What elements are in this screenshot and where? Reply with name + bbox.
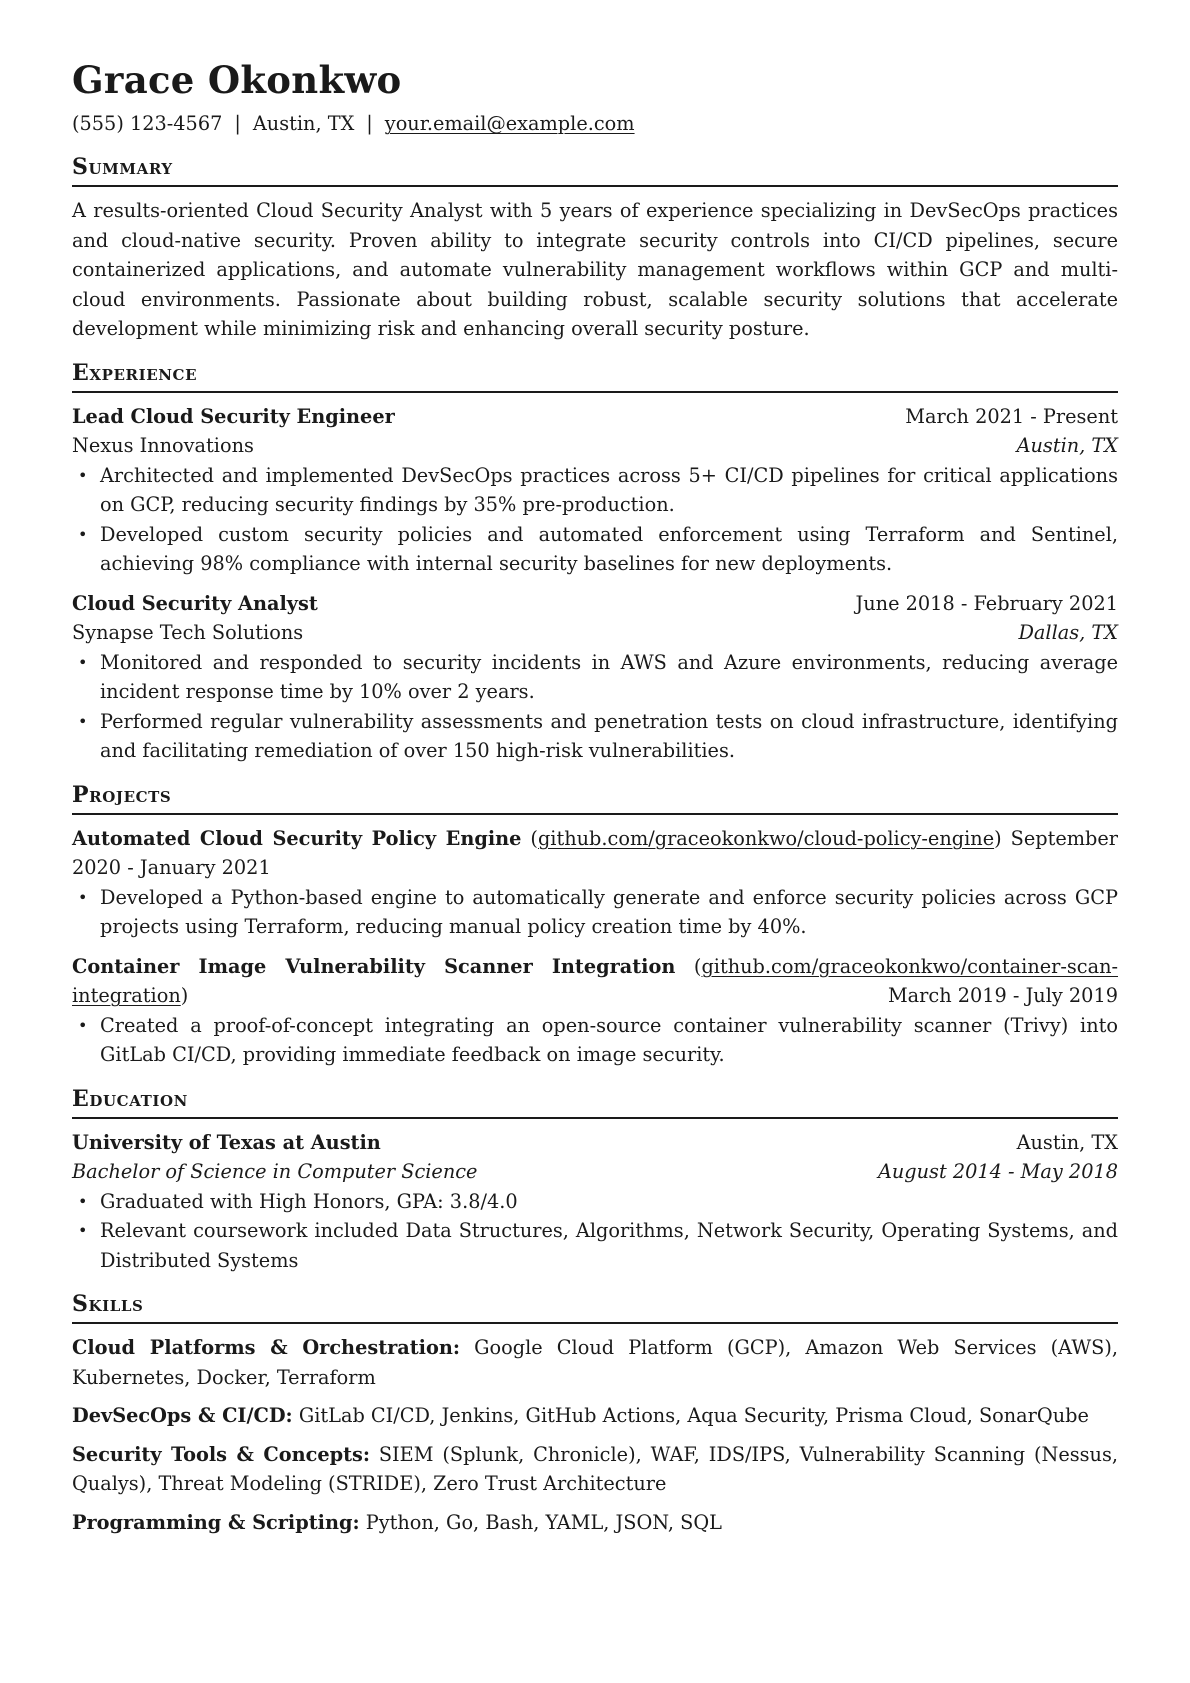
section-title-summary: Summary bbox=[72, 152, 1118, 187]
candidate-name: Grace Okonkwo bbox=[72, 58, 402, 102]
phone-number: (555) 123-4567 bbox=[72, 112, 223, 135]
list-item: • Architected and implemented DevSecOps practices across 5+ CI/CD pipelines for critical applications on GCP, reducing security findings by 35% pre-production. bbox=[100, 461, 1118, 520]
list-item: • Developed custom security policies and automated enforcement using Terraform and Sentinel, achieving 98% compliance with internal security baselines for new deployments. bbox=[100, 520, 1118, 579]
experience-entry bbox=[72, 589, 1118, 766]
project-bullets bbox=[72, 883, 1118, 942]
project-name: Container Image Vulnerability Scanner Integration bbox=[72, 954, 676, 978]
skill-value: Google Cloud Platform (GCP), Amazon Web Services (AWS), Kubernetes, Docker, Terraform bbox=[72, 1336, 1118, 1389]
skill-label: DevSecOps & CI/CD: bbox=[72, 1404, 293, 1427]
job-location: Austin, TX bbox=[1016, 434, 1118, 457]
project-entry bbox=[72, 824, 1118, 942]
contact-line bbox=[72, 110, 1118, 138]
section-title-projects: Projects bbox=[72, 780, 1118, 815]
job-title: Lead Cloud Security Engineer bbox=[72, 404, 395, 428]
list-item: • Relevant coursework included Data Structures, Algorithms, Network Security, Operating Systems, and Distributed Systems bbox=[100, 1216, 1118, 1275]
project-name: Automated Cloud Security Policy Engine bbox=[72, 826, 522, 850]
skill-value: Python, Go, Bash, YAML, JSON, SQL bbox=[365, 1510, 722, 1534]
summary-text: A results-oriented Cloud Security Analyst with 5 years of experience specializing in DevSecOps practices and cloud-native security. Proven ability to integrate security controls into CI/CD pipelines, secure containerized applications, and automate vulnerability management workflows within GCP and multi-cloud environments. Passionate about building robust, scalable security solutions that accelerate development while minimizing risk and enhancing overall security posture. bbox=[72, 199, 1118, 340]
skill-label: Cloud Platforms & Orchestration: bbox=[72, 1336, 460, 1359]
project-header: Container Image Vulnerability Scanner Integration (github.com/graceokonkwo/container-scan-integration) March 2019 - July 2019 bbox=[72, 952, 1118, 1011]
separator: | bbox=[366, 112, 373, 135]
education-entry bbox=[72, 1128, 1118, 1276]
list-item: • Developed a Python-based engine to automatically generate and enforce security policies across GCP projects using Terraform, reducing manual policy creation time by 40%. bbox=[100, 883, 1118, 942]
project-entry bbox=[72, 952, 1118, 1070]
skill-row bbox=[72, 1440, 1118, 1499]
project-header: Automated Cloud Security Policy Engine (github.com/graceokonkwo/cloud-policy-engine) September 2020 - January 2021 bbox=[72, 826, 1119, 879]
skill-row bbox=[72, 1401, 1118, 1431]
skill-value: SIEM (Splunk, Chronicle), WAF, IDS/IPS, Vulnerability Scanning (Nessus, Qualys), Threat Modeling (STRIDE), Zero Trust Architecture bbox=[72, 1442, 1118, 1495]
project-bullets bbox=[72, 1011, 1118, 1070]
education-bullets bbox=[72, 1187, 1118, 1276]
section-title-experience: Experience bbox=[72, 358, 1118, 393]
skill-row bbox=[72, 1508, 1118, 1538]
skill-row bbox=[72, 1333, 1118, 1392]
location: Austin, TX bbox=[252, 112, 355, 135]
company-name: Nexus Innovations bbox=[72, 434, 254, 457]
job-dates: June 2018 - February 2021 bbox=[855, 591, 1118, 615]
email-link[interactable]: your.email@example.com bbox=[384, 112, 635, 135]
skill-value: GitLab CI/CD, Jenkins, GitHub Actions, Aqua Security, Prisma Cloud, SonarQube bbox=[298, 1404, 1089, 1427]
project-link[interactable]: github.com/graceokonkwo/cloud-policy-engine bbox=[537, 826, 995, 850]
job-dates: March 2021 - Present bbox=[905, 404, 1118, 428]
list-item: • Graduated with High Honors, GPA: 3.8/4.0 bbox=[100, 1187, 1118, 1217]
list-item: • Performed regular vulnerability assessments and penetration tests on cloud infrastructure, identifying and facilitating remediation of over 150 high-risk vulnerabilities. bbox=[100, 707, 1118, 766]
experience-entry bbox=[72, 402, 1118, 579]
degree: Bachelor of Science in Computer Science bbox=[72, 1160, 478, 1183]
job-location: Dallas, TX bbox=[1018, 621, 1118, 644]
skill-label: Security Tools & Concepts: bbox=[72, 1442, 370, 1466]
separator: | bbox=[234, 112, 241, 135]
project-dates: September 2020 - January 2021 bbox=[72, 826, 1119, 879]
section-title-education: Education bbox=[72, 1084, 1118, 1119]
job-title: Cloud Security Analyst bbox=[72, 591, 318, 615]
skill-label: Programming & Scripting: bbox=[72, 1510, 360, 1534]
project-dates: March 2019 - July 2019 bbox=[887, 984, 1118, 1007]
education-dates: August 2014 - May 2018 bbox=[877, 1160, 1118, 1183]
company-name: Synapse Tech Solutions bbox=[72, 621, 304, 644]
list-item: • Created a proof-of-concept integrating an open-source container vulnerability scanner (Trivy) into GitLab CI/CD, providing immediate feedback on image security. bbox=[100, 1011, 1118, 1070]
list-item: • Monitored and responded to security incidents in AWS and Azure environments, reducing average incident response time by 10% over 2 years. bbox=[100, 648, 1118, 707]
section-title-skills: Skills bbox=[72, 1289, 1118, 1324]
job-bullets bbox=[72, 461, 1118, 579]
school-location: Austin, TX bbox=[1016, 1130, 1118, 1154]
job-bullets bbox=[72, 648, 1118, 766]
project-link[interactable]: github.com/graceokonkwo/container-scan-integration bbox=[72, 954, 1118, 1007]
school-name: University of Texas at Austin bbox=[72, 1130, 381, 1154]
